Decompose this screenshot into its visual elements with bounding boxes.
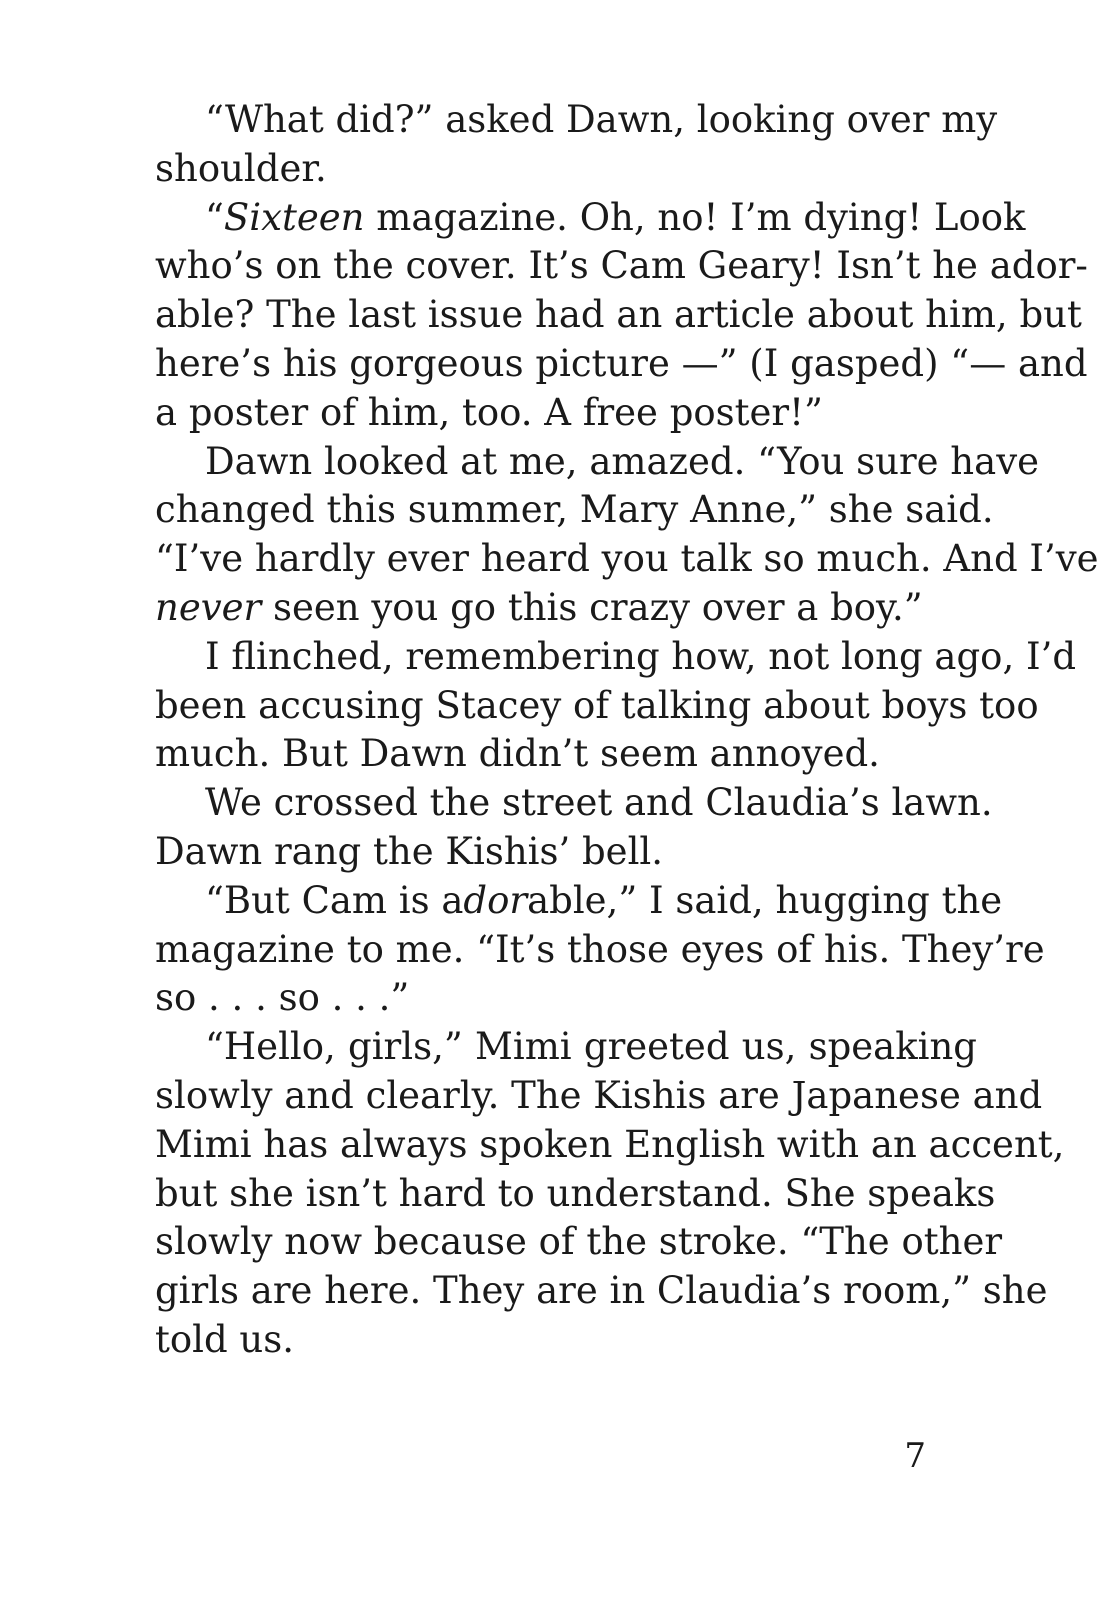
text-line: shoulder. [155, 146, 327, 190]
text-line: able? The last issue had an article about him, but [155, 293, 1082, 337]
text-line: so . . . so . . .” [155, 976, 410, 1020]
body-text [155, 96, 1099, 1365]
text-line: changed this summer, Mary Anne,” she said. [155, 488, 994, 532]
text-line: We crossed the street and Claudia’s lawn. [205, 781, 993, 825]
text-line: “What did?” asked Dawn, looking over my [205, 98, 998, 141]
text-line: a poster of him, too. A free poster!” [155, 390, 823, 434]
text-line: girls are here. They are in Claudia’s room,” she [155, 1269, 1048, 1313]
text-line: told us. [155, 1317, 295, 1361]
page-number: 7 [904, 1436, 926, 1476]
text-line: magazine to me. “It’s those eyes of his. They’re [155, 927, 1045, 971]
text-line: I flinched, remembering how, not long ago, I’d [205, 634, 1077, 678]
text-line: who’s on the cover. It’s Cam Geary! Isn’t he ador- [155, 244, 1088, 288]
text-line: “Hello, girls,” Mimi greeted us, speaking [205, 1025, 977, 1069]
text-line: never seen you go this crazy over a boy.” [155, 585, 923, 629]
text-line: “But Cam is adorable,” I said, hugging the [205, 878, 1003, 922]
text-line: Dawn looked at me, amazed. “You sure have [205, 439, 1039, 483]
text-line: “I’ve hardly ever heard you talk so much. And I’ve [155, 537, 1099, 581]
text-line: here’s his gorgeous picture —” (I gasped) “— and [155, 341, 1088, 385]
text-line: Mimi has always spoken English with an accent, [155, 1122, 1065, 1166]
text-line: slowly now because of the stroke. “The other [155, 1220, 1003, 1264]
text-line: but she isn’t hard to understand. She speaks [155, 1171, 996, 1215]
text-line: “Sixteen magazine. Oh, no! I’m dying! Look [205, 195, 1026, 239]
text-line: much. But Dawn didn’t seem annoyed. [155, 732, 880, 776]
text-line: slowly and clearly. The Kishis are Japanese and [155, 1073, 1043, 1117]
text-line: been accusing Stacey of talking about boys too [155, 683, 1039, 727]
text-line: Dawn rang the Kishis’ bell. [155, 829, 664, 873]
